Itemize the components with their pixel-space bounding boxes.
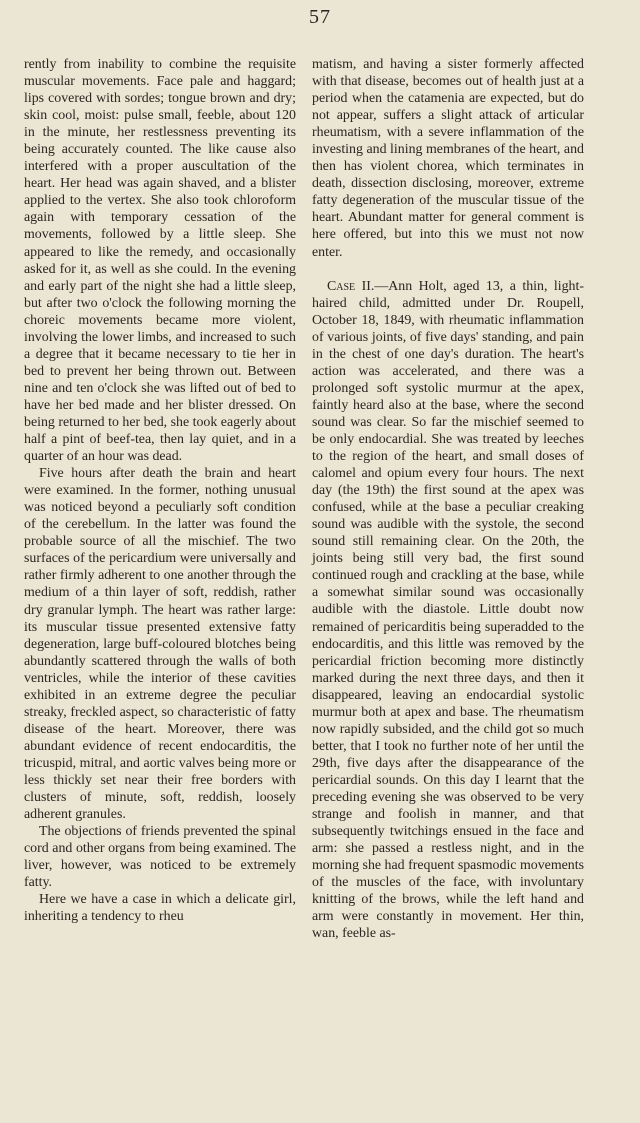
paragraph: The objections of friends prevented the spinal cord and other organs from being examined. The liver, however, was noticed to be extremely fatty. bbox=[24, 824, 296, 891]
paragraph: Five hours after death the brain and heart were examined. In the former, nothing unusual was noticed beyond a peculiarly soft condition of the cerebellum. In the latter was found the probable source of all the mischief. The two surfaces of the pericardium were universally and rather firmly adherent to one another through the medium of a thin layer of soft, reddish, rather dry granular lymph. The heart was rather large: its muscular tissue presented extensive fatty degeneration, large buff-coloured blotches being abundantly scattered through the walls of both ventricles, while the interior of these cavities exhibited in an extreme degree the peculiar streaky, freckled aspect, so characteristic of fatty disease of the heart. Moreover, there was abundant evidence of recent endocarditis, the tricuspid, mitral, and aortic valves being more or less thickly set near their free borders with clusters of minute, soft, reddish, loosely adherent granules. bbox=[24, 466, 296, 823]
paragraph: matism, and having a sister formerly affected with that disease, becomes out of health just at a period when the catamenia are expected, but do not appear, suffers a slight attack of articular rheumatism, with a severe inflammation of the investing and lining membranes of the heart, and then has violent chorea, which terminates in death, dissection disclosing, moreover, extreme fatty degeneration of the muscular tissue of the heart. Abundant matter for general comment is here offered, but into this we must not now enter. bbox=[312, 57, 584, 260]
paragraph: rently from inability to combine the requisite muscular movements. Face pale and haggard; lips covered with sordes; tongue brown and dry; skin cool, moist: pulse small, feeble, about 120 in the minute, her restlessness preventing its being accurately counted. The like cause also interfered with a proper auscultation of the heart. Her head was again shaved, and a blister applied to the vertex. She also took chloroform again with temporary cessation of the movements, followed by a little sleep. She appeared to like the remedy, and occasionally asked for it, as well as she could. In the evening and early part of the night she had a little sleep, but after two o'clock the following morning the choreic movements became more violent, involving the lower limbs, and increased to such a degree that it became necessary to tie her in bed to prevent her being thrown out. Between nine and ten o'clock she was lifted out of bed to have her bed made and her blister dressed. On being returned to her bed, she took eagerly about half a pint of beef-tea, then lay quiet, and in a quarter of an hour was dead. bbox=[24, 57, 296, 465]
paragraph: Here we have a case in which a delicate girl, inheriting a tendency to rheu bbox=[24, 892, 296, 925]
case-heading: Case II. bbox=[327, 278, 375, 294]
right-column bbox=[312, 56, 584, 942]
page-number: 57 bbox=[309, 6, 331, 28]
case-paragraph bbox=[312, 278, 584, 943]
left-column bbox=[24, 56, 296, 925]
case-text: —Ann Holt, aged 13, a thin, light-haired child, admitted under Dr. Roupell, October 18, 1849, with rheumatic inflammation of various joints, of five days' standing, and pain in the chest of one day's duration. The heart's action was accelerated, and there was a prolonged soft systolic murmur at the apex, faintly heard also at the base, where the second sound was clear. So far the mischief seemed to be only endocardial. She was treated by leeches to the region of the heart, and small doses of calomel and opium every four hours. The next day (the 19th) the first sound at the apex was confused, while at the base a peculiar creaking sound was audible with the systole, the second sound still remaining clear. On the 20th, the joints being still very bad, the first sound continued rough and crackling at the base, while a somewhat similar sound was occasionally audible with the diastole. Little doubt now remained of pericarditis being superadded to the endocarditis, and this little was removed by the pericardial friction becoming more distinctly marked during the next three days, and then it disappeared, leaving an endocardial systolic murmur both at apex and base. The rheumatism now rapidly subsided, and the child got so much better, that I took no further note of her until the 29th, five days after the disappearance of the pericardial sounds. On this day I learnt that the preceding evening she was observed to be very strange and foolish in manner, and that subsequently twitchings ensued in the face and arm: she passed a restless night, and in the morning she had frequent spasmodic movements of the muscles of the face, with involuntary knitting of the brows, while the left hand and arm were constantly in movement. Her thin, wan, feeble as- bbox=[312, 278, 584, 942]
